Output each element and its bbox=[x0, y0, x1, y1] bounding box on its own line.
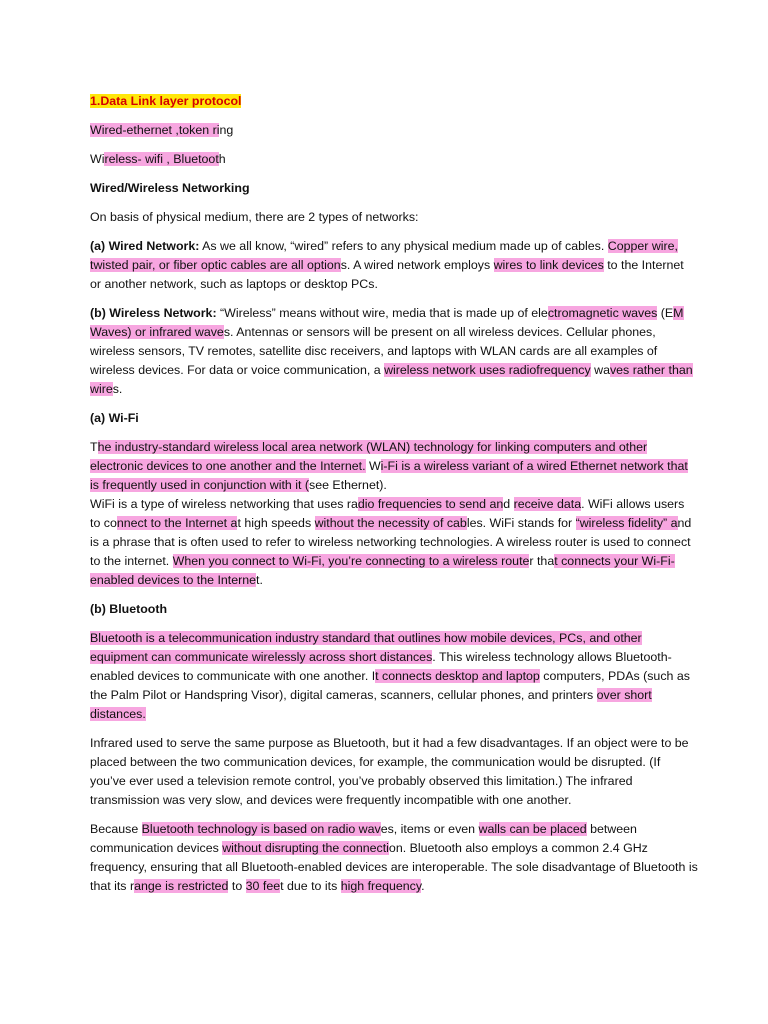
highlight: M Waves) or infrared wave bbox=[90, 306, 684, 339]
text: between communication devices bbox=[90, 822, 637, 855]
text: t. bbox=[256, 573, 263, 587]
highlight: without the necessity of cab bbox=[314, 516, 467, 530]
highlight: Bluetooth is a telecommunication industry standard that outlines how mobile devices, PCs, and other equipment can communicate wirelessly across short distances bbox=[90, 631, 642, 664]
bluetooth-paragraph-3 bbox=[90, 820, 698, 896]
highlight: without disrupting the connecti bbox=[222, 841, 389, 855]
label: (b) Wireless Network: bbox=[90, 306, 217, 320]
bluetooth-paragraph-2: Infrared used to serve the same purpose as Bluetooth, but it had a few disadvantages. If an object were to be placed between the two communication devices, for example, the communication would be disrupted. (If you’ve ever used a television remote control, you’ve probably observed this limitation.) The infrared transmission was very slow, and devices were frequently incompatible with one another. bbox=[90, 736, 689, 807]
highlight: “wireless fidelity” a bbox=[575, 516, 678, 530]
intro-paragraph: On basis of physical medium, there are 2 types of networks: bbox=[90, 210, 419, 224]
highlight: receive data bbox=[513, 497, 582, 511]
text: see Ethernet). bbox=[309, 478, 387, 492]
highlight: ves rather than wire bbox=[90, 363, 693, 396]
text: h bbox=[218, 152, 226, 166]
text: to bbox=[228, 879, 246, 893]
highlight: t connects desktop and laptop bbox=[375, 669, 540, 683]
text: d bbox=[503, 497, 514, 511]
wifi-paragraph bbox=[90, 438, 698, 590]
text: As we all know, “wired” refers to any physical medium made up of cables. bbox=[199, 239, 608, 253]
highlight: Wired-ethernet ,token ri bbox=[90, 123, 220, 137]
page-title bbox=[90, 92, 698, 111]
text: Because bbox=[90, 822, 142, 836]
text: . bbox=[421, 879, 425, 893]
highlight: nnect to the Internet a bbox=[116, 516, 238, 530]
wired-network-paragraph bbox=[90, 237, 698, 294]
text: on. Bluetooth also employs a common 2.4 GHz frequency, ensuring that all Bluetooth-enabled devices are interoperable. The sole disadvantage of Bluetooth is that its r bbox=[90, 841, 698, 893]
heading-text: (a) Wi-Fi bbox=[90, 411, 139, 425]
highlight: t connects your Wi-Fi-enabled devices to the Interne bbox=[90, 554, 675, 587]
highlight: he industry-standard wireless local area network (WLAN) technology for linking computers and other electronic devices to one another and the Internet. bbox=[90, 440, 648, 473]
text: les. WiFi stands for bbox=[466, 516, 576, 530]
highlight: Copper wire, twisted pair, or fiber optic cables are all option bbox=[90, 239, 678, 272]
text: wa bbox=[590, 363, 610, 377]
text: . This wireless technology allows Bluetooth-enabled devices to communicate with one another. I bbox=[90, 650, 672, 683]
highlight: walls can be placed bbox=[478, 822, 587, 836]
text: es, items or even bbox=[380, 822, 479, 836]
highlight: i-Fi is a wireless variant of a wired Ethernet network that is frequently used in conjunction with it ( bbox=[90, 459, 688, 492]
wireless-protocols-line bbox=[90, 150, 698, 169]
text: Wi bbox=[90, 152, 105, 166]
text: t due to its bbox=[280, 879, 341, 893]
highlight: 30 fee bbox=[245, 879, 281, 893]
text: s. bbox=[112, 382, 123, 396]
text: s. A wired network employs bbox=[340, 258, 494, 272]
highlight: ctromagnetic waves bbox=[547, 306, 658, 320]
highlight: over short distances. bbox=[90, 688, 652, 721]
label: (a) Wired Network: bbox=[90, 239, 200, 253]
highlight: wires to link devices bbox=[493, 258, 604, 272]
text: t high speeds bbox=[237, 516, 315, 530]
highlight: When you connect to Wi-Fi, you’re connecting to a wireless route bbox=[172, 554, 530, 568]
text: r tha bbox=[529, 554, 555, 568]
heading-text: (b) Bluetooth bbox=[90, 602, 168, 616]
wireless-network-paragraph bbox=[90, 304, 698, 399]
highlight: high frequency bbox=[340, 879, 422, 893]
text: (E bbox=[657, 306, 674, 320]
wifi-heading bbox=[90, 409, 698, 428]
text: to the Internet or another network, such as laptops or desktop PCs. bbox=[90, 258, 684, 291]
wired-protocols-line bbox=[90, 121, 698, 140]
text: T bbox=[90, 440, 98, 454]
highlight: wireless network uses radiofrequency bbox=[384, 363, 591, 377]
text: ng bbox=[219, 123, 234, 137]
text: WiFi is a type of wireless networking that uses ra bbox=[90, 497, 358, 511]
text: “Wireless” means without wire, media that is made up of ele bbox=[216, 306, 548, 320]
highlight: reless- wifi , Bluetoot bbox=[104, 152, 219, 166]
text: W bbox=[365, 459, 381, 473]
networking-heading bbox=[90, 179, 698, 198]
text: . WiFi allows users to co bbox=[90, 497, 685, 530]
text: nd is a phrase that is often used to refer to wireless networking technologies. A wireless router is used to connect to the internet. bbox=[90, 516, 692, 568]
title-text: 1.Data Link layer protocol bbox=[90, 94, 242, 108]
text: computers, PDAs (such as the Palm Pilot or Handspring Visor), digital cameras, scanners, cellular phones, and printers bbox=[90, 669, 690, 702]
highlight: Bluetooth technology is based on radio wav bbox=[141, 822, 381, 836]
bluetooth-heading bbox=[90, 600, 698, 619]
highlight: dio frequencies to send an bbox=[357, 497, 504, 511]
text: s. Antennas or sensors will be present on all wireless devices. Cellular phones, wireless sensors, TV remotes, satellite disc receivers, and laptops with WLAN cards are all examples of wireless devices. For data or voice communication, a bbox=[90, 325, 658, 377]
heading-text: Wired/Wireless Networking bbox=[90, 181, 250, 195]
highlight: ange is restricted bbox=[134, 879, 229, 893]
bluetooth-paragraph-1 bbox=[90, 629, 698, 724]
